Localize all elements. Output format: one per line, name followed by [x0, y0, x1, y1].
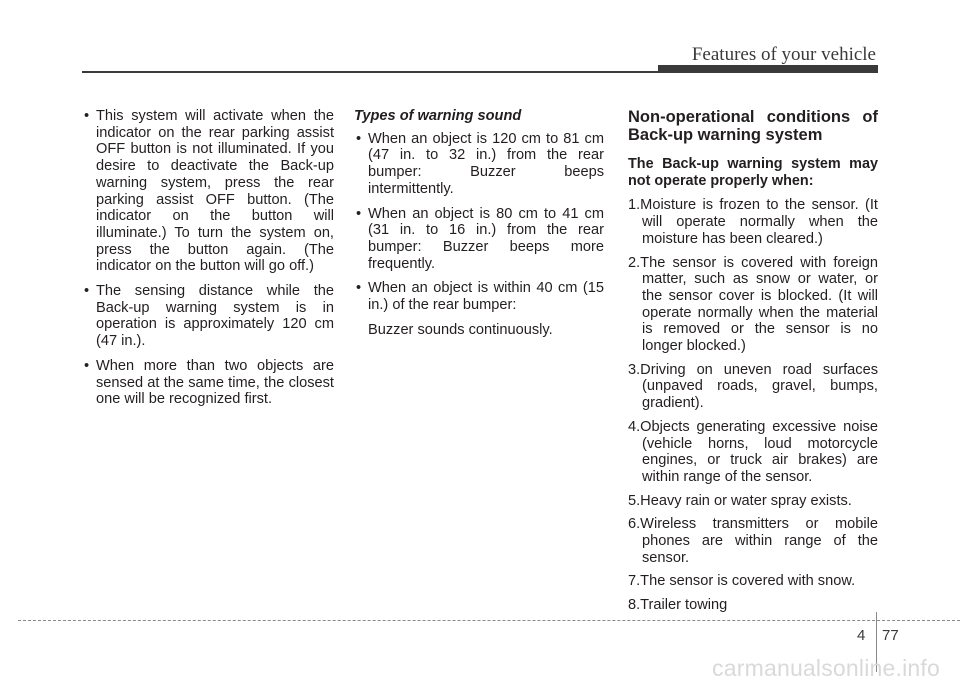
warning-sound-heading: Types of warning sound [354, 108, 522, 124]
bullet-sensing-distance: • The sensing distance while the Back-up warning system is in operation is approximately 120 cm (47 in.). [82, 283, 334, 350]
non-operational-heading: Non-operational conditions of Back-up warning system [628, 108, 878, 144]
non-operational-subheading: The Back-up warning system may not operate properly when: [628, 156, 878, 189]
watermark: carmanualsonline.info [712, 655, 940, 681]
bullet-activation: • This system will activate when the indicator on the rear parking assist OFF button is not illuminated. If you desire to deactivate the Back-up warning system, press the rear parking assist OFF button. (The indicator on the button will illuminate.) To turn the system on, press the button again. (The indicator on the button will go off.) [82, 108, 334, 275]
condition-item: 4.Objects generating excessive noise (vehicle horns, loud motorcycle engines, or truck air brakes) are within range of the sensor. [628, 418, 878, 485]
column-right [628, 108, 878, 621]
footer-rule [18, 620, 960, 621]
bullet-more-frequent: • When an object is 80 cm to 41 cm (31 in. to 16 in.) from the rear bumper: Buzzer beeps more frequently. [354, 206, 604, 273]
chapter-number: 4 [857, 627, 866, 644]
warning-sound-list [354, 131, 604, 314]
bullet-intermittent: • When an object is 120 cm to 81 cm (47 in. to 32 in.) from the rear bumper: Buzzer beeps intermittently. [354, 131, 604, 198]
bullet-within-40cm: • When an object is within 40 cm (15 in.) of the rear bumper: [354, 280, 604, 313]
condition-item: 7.The sensor is covered with snow. [628, 573, 856, 590]
column-middle [354, 108, 604, 338]
bullet-multiple-objects: • When more than two objects are sensed at the same time, the closest one will be recognized first. [82, 358, 334, 408]
condition-item: 8.Trailer towing [628, 597, 728, 614]
activation-bullet-list [82, 108, 334, 408]
condition-item: 5.Heavy rain or water spray exists. [628, 492, 852, 509]
conditions-list [628, 197, 878, 613]
page-number: 77 [882, 627, 899, 644]
page-header-title: Features of your vehicle [691, 44, 876, 65]
header-rule [82, 71, 878, 73]
condition-item: 2.The sensor is covered with foreign matter, such as snow or water, or the sensor cover is blocked. (It will operate normally when the material is removed or the sensor is no longer blocked.) [628, 254, 878, 355]
condition-item: 1.Moisture is frozen to the sensor. (It will operate normally when the moisture has been cleared.) [628, 197, 878, 247]
continuous-buzzer-text: Buzzer sounds continuously. [368, 321, 553, 338]
column-left [82, 108, 334, 416]
condition-item: 3.Driving on uneven road surfaces (unpaved roads, gravel, bumps, gradient). [628, 361, 878, 412]
condition-item: 6.Wireless transmitters or mobile phones are within range of the sensor. [628, 516, 878, 566]
